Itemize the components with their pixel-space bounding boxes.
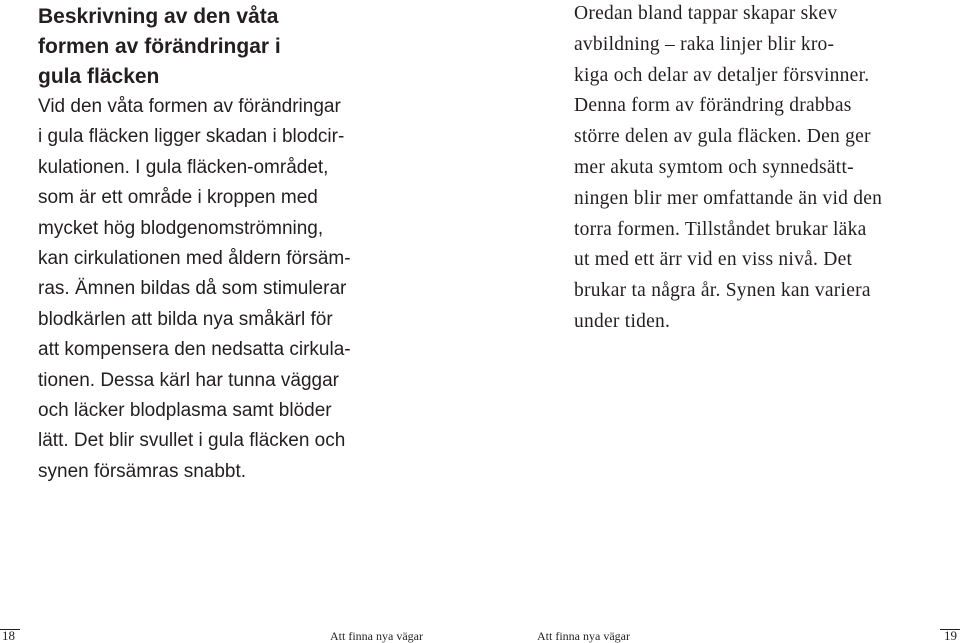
left-running-title: Att finna nya vägar [330, 629, 423, 643]
body-line: ras. Ämnen bildas då som stimulerar [38, 278, 347, 300]
body-line: under tiden. [574, 310, 671, 332]
body-line: att kompensera den nedsatta cirkula- [38, 339, 351, 361]
heading-line: gula fläcken [38, 65, 160, 88]
body-line: blodkärlen att bilda nya småkärl för [38, 308, 333, 330]
body-line: tionen. Dessa kärl har tunna väggar [38, 369, 340, 391]
body-line: Denna form av förändring drabbas [574, 95, 852, 117]
left-page-column [38, 2, 410, 487]
body-line: Oredan bland tappar skapar skev [574, 3, 838, 24]
left-page-number: 18 [2, 628, 15, 643]
body-line: avbildning – raka linjer blir kro- [574, 33, 835, 55]
body-line: i gula fläcken ligger skadan i blodcir- [38, 126, 345, 148]
heading-line: formen av förändringar i [38, 35, 281, 58]
body-line: lätt. Det blir svullet i gula fläcken och [38, 430, 346, 452]
body-line: synen försämras snabbt. [38, 460, 247, 482]
right-body-paragraph [574, 0, 954, 338]
right-page-number: 19 [944, 628, 957, 643]
right-running-title: Att finna nya vägar [537, 629, 630, 643]
body-line: Vid den våta formen av förändringar [38, 96, 341, 117]
body-line: mer akuta symtom och synnedsätt- [574, 156, 854, 178]
body-line: brukar ta några år. Synen kan variera [574, 280, 871, 302]
section-heading [38, 2, 410, 92]
body-line: torra formen. Tillståndet brukar läka [574, 218, 867, 240]
body-line: kiga och delar av detaljer försvinner. [574, 64, 870, 86]
body-line: som är ett område i kroppen med [38, 187, 318, 209]
body-line: och läcker blodplasma samt blöder [38, 400, 332, 422]
left-body-paragraph [38, 92, 410, 487]
body-line: kulationen. I gula fläcken-området, [38, 156, 329, 178]
body-line: kan cirkulationen med åldern försäm- [38, 248, 351, 270]
body-line: mycket hög blodgenomströmning, [38, 217, 324, 239]
body-line: ut med ett ärr vid en viss nivå. Det [574, 249, 853, 271]
page-footer [0, 629, 960, 643]
heading-line: Beskrivning av den våta [38, 5, 279, 28]
body-line: större delen av gula fläcken. Den ger [574, 126, 871, 148]
body-line: ningen blir mer omfattande än vid den [574, 187, 883, 209]
right-page-column [574, 0, 954, 338]
